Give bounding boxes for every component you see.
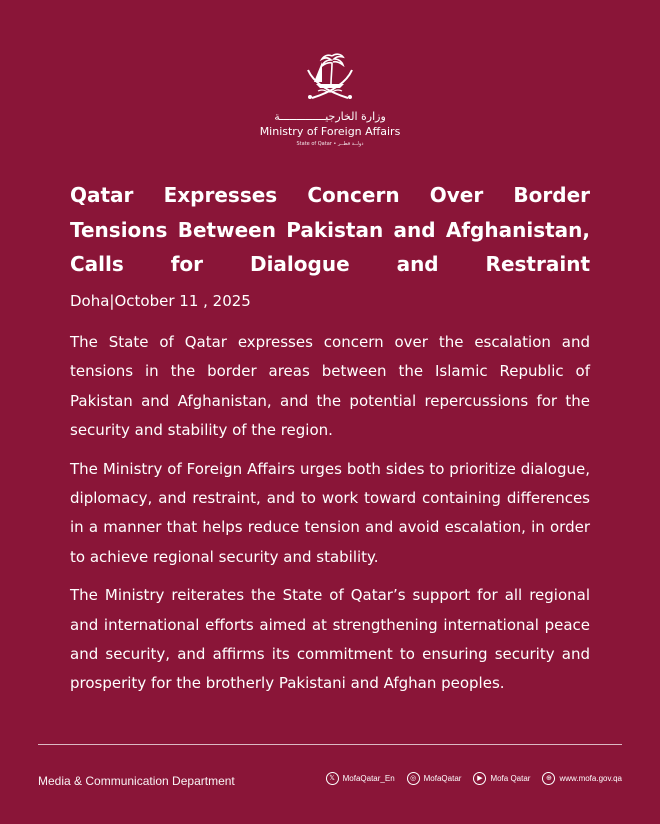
instagram-icon: ◎ xyxy=(407,772,420,785)
ministry-name-english: Ministry of Foreign Affairs xyxy=(259,125,401,138)
social-links xyxy=(326,772,622,785)
article-paragraph: The Ministry reiterates the State of Qatar’s support for all regional and international efforts aimed at strengthening international peace and security, and affirms its commitment to ensuring security and prosperity for the brotherly Pakistani and Afghan peoples. xyxy=(70,586,590,693)
article-paragraph: The State of Qatar expresses concern over the escalation and tensions in the border areas between the Islamic Republic of Pakistan and Afghanistan, and the potential repercussions for the security and stability of the region. xyxy=(70,333,590,440)
social-label: www.mofa.gov.qa xyxy=(559,774,622,783)
article-paragraph: The Ministry of Foreign Affairs urges both sides to prioritize dialogue, diplomacy, and restraint, and to work toward containing differences in a manner that helps reduce tension and avoid escalation, in order to achieve regional security and stability. xyxy=(70,459,590,566)
x-icon: 𝕏 xyxy=(326,772,339,785)
social-label: MofaQatar_En xyxy=(342,774,395,783)
social-link-instagram[interactable] xyxy=(407,772,462,785)
state-of-qatar-line: State of Qatar • دولــة قطــر xyxy=(296,141,364,147)
social-link-website[interactable] xyxy=(542,772,622,785)
social-link-x[interactable] xyxy=(326,772,395,785)
social-label: MofaQatar xyxy=(423,774,462,783)
youtube-icon: ▶ xyxy=(473,772,486,785)
social-link-youtube[interactable] xyxy=(473,772,530,785)
globe-icon: ⊕ xyxy=(542,772,555,785)
ministry-name-arabic: وزارة الخارجيــــــــــــــة xyxy=(274,110,386,123)
qatar-emblem-icon xyxy=(302,48,358,106)
social-label: Mofa Qatar xyxy=(490,774,531,783)
article-body xyxy=(70,328,590,708)
article-dateline: Doha|October 11 , 2025 xyxy=(70,292,251,310)
department-name: Media & Communication Department xyxy=(38,774,235,788)
footer-divider xyxy=(38,744,622,745)
ministry-logo xyxy=(0,48,660,147)
article-title: Qatar Expresses Concern Over Border Tensions Between Pakistan and Afghanistan, Calls for Dialogue and Restraint xyxy=(70,183,590,276)
